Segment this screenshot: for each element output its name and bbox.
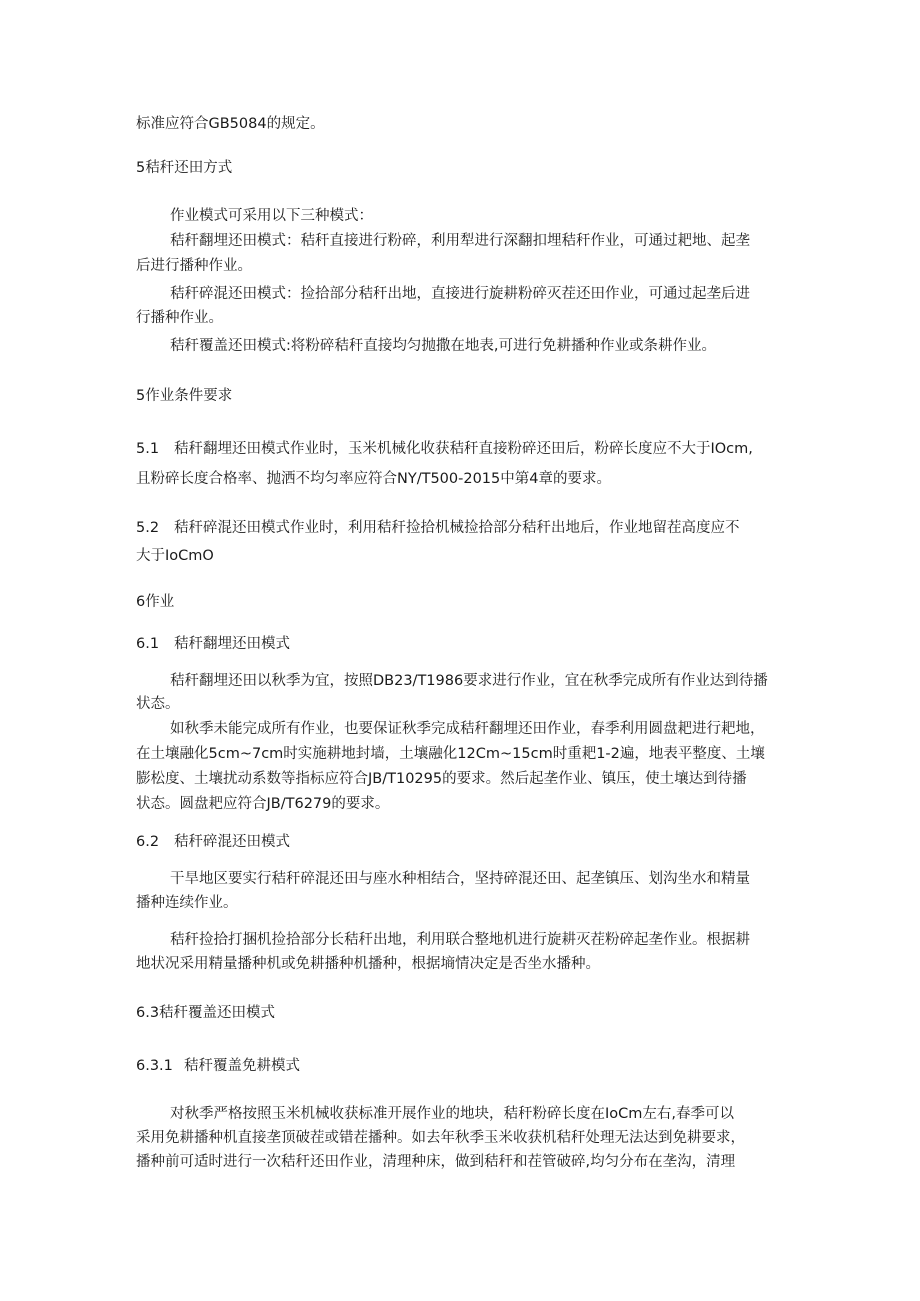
paragraph-line: 后进行播种作业。 xyxy=(136,258,252,274)
paragraph-line: 状态。圆盘耙应符合JB/T6279的要求。 xyxy=(136,796,390,812)
section-heading-5b: 5作业条件要求 xyxy=(136,388,233,404)
paragraph-line: 在土壤融化5cm~7cm时实施耕地封墙，土壤融化12Cm~15cm时重耙1-2遍，地表平整度、土壤 xyxy=(136,746,765,762)
paragraph-line: 如秋季未能完成所有作业，也要保证秋季完成秸秆翻埋还田作业，春季利用圆盘耙进行耙地， xyxy=(170,721,765,737)
clause-text: 秸秆碎混还田模式作业时，利用秸秆捡拾机械捡拾部分秸秆出地后，作业地留茬高度应不 xyxy=(174,520,740,536)
paragraph-line: 秸秆翻埋还田模式：秸秆直接进行粉碎，利用犁进行深翻扣埋秸秆作业，可通过耙地、起垄 xyxy=(170,233,750,249)
section-heading-5a: 5秸秆还田方式 xyxy=(136,160,233,176)
clause-text: 秸秆翻埋还田模式作业时，玉米机械化收获秸秆直接粉碎还田后，粉碎长度应不大于IOcm, xyxy=(174,441,753,457)
paragraph-line: 秸秆碎混还田模式：捡拾部分秸秆出地，直接进行旋耕粉碎灭茬还田作业，可通过起垄后进 xyxy=(170,286,750,302)
subsection-title: 秸秆碎混还田模式 xyxy=(174,834,290,850)
clause-number: 6.2 xyxy=(136,834,160,850)
paragraph-line: 播种连续作业。 xyxy=(136,895,238,911)
paragraph-line: 采用免耕播种机直接垄顶破茬或错茬播种。如去年秋季玉米收获机秸秆处理无法达到免耕要求， xyxy=(136,1130,745,1146)
paragraph-line: 对秋季严格按照玉米机械收获标准开展作业的地块，秸秆粉碎长度在IoCm左右,春季可以 xyxy=(170,1106,735,1122)
subsection-6-2 xyxy=(136,832,290,852)
clause-number: 6.3.1 xyxy=(136,1058,173,1074)
paragraph-line: 且粉碎长度合格率、抛洒不均匀率应符合NY/T500-2015中第4章的要求。 xyxy=(136,471,611,487)
clause-number: 5.1 xyxy=(136,441,160,457)
paragraph-line: 膨松度、土壤扰动系数等指标应符合JB/T10295的要求。然后起垄作业、镇压，使土壤达到待播 xyxy=(136,771,747,787)
paragraph-line: 干旱地区要实行秸秆碎混还田与座水种相结合，坚持碎混还田、起垄镇压、划沟坐水和精量 xyxy=(170,871,750,887)
paragraph-line: 秸秆翻埋还田以秋季为宜，按照DB23/T1986要求进行作业，宜在秋季完成所有作业达到待播 xyxy=(170,673,768,689)
paragraph-line: 标准应符合GB5084的规定。 xyxy=(136,116,325,132)
subsection-6-3-1 xyxy=(136,1056,300,1076)
clause-5-1 xyxy=(136,439,753,459)
paragraph-line: 秸秆捡拾打捆机捡拾部分长秸秆出地，利用联合整地机进行旋耕灭茬粉碎起垄作业。根据耕 xyxy=(170,932,750,948)
paragraph-line: 状态。 xyxy=(136,696,180,712)
paragraph-line: 作业模式可采用以下三种模式： xyxy=(170,208,373,224)
clause-number: 6.1 xyxy=(136,636,160,652)
section-heading-6: 6作业 xyxy=(136,594,175,610)
clause-number: 5.2 xyxy=(136,520,160,536)
paragraph-line: 大于IoCmO xyxy=(136,548,214,564)
subsection-6-3: 6.3秸秆覆盖还田模式 xyxy=(136,1005,276,1021)
subsection-title: 秸秆翻埋还田模式 xyxy=(174,636,290,652)
subsection-title: 秸秆覆盖免耕模式 xyxy=(184,1058,300,1074)
paragraph-line: 秸秆覆盖还田模式:将粉碎秸秆直接均匀抛撒在地表,可进行免耕播种作业或条耕作业。 xyxy=(170,338,716,354)
paragraph-line: 行播种作业。 xyxy=(136,310,223,326)
clause-5-2 xyxy=(136,518,740,538)
paragraph-line: 播种前可适时进行一次秸秆还田作业，清理种床，做到秸秆和茬管破碎,均匀分布在垄沟，清理 xyxy=(136,1154,736,1170)
paragraph-line: 地状况采用精量播种机或免耕播种机播种，根据墒情决定是否坐水播种。 xyxy=(136,956,600,972)
subsection-6-1 xyxy=(136,634,290,654)
